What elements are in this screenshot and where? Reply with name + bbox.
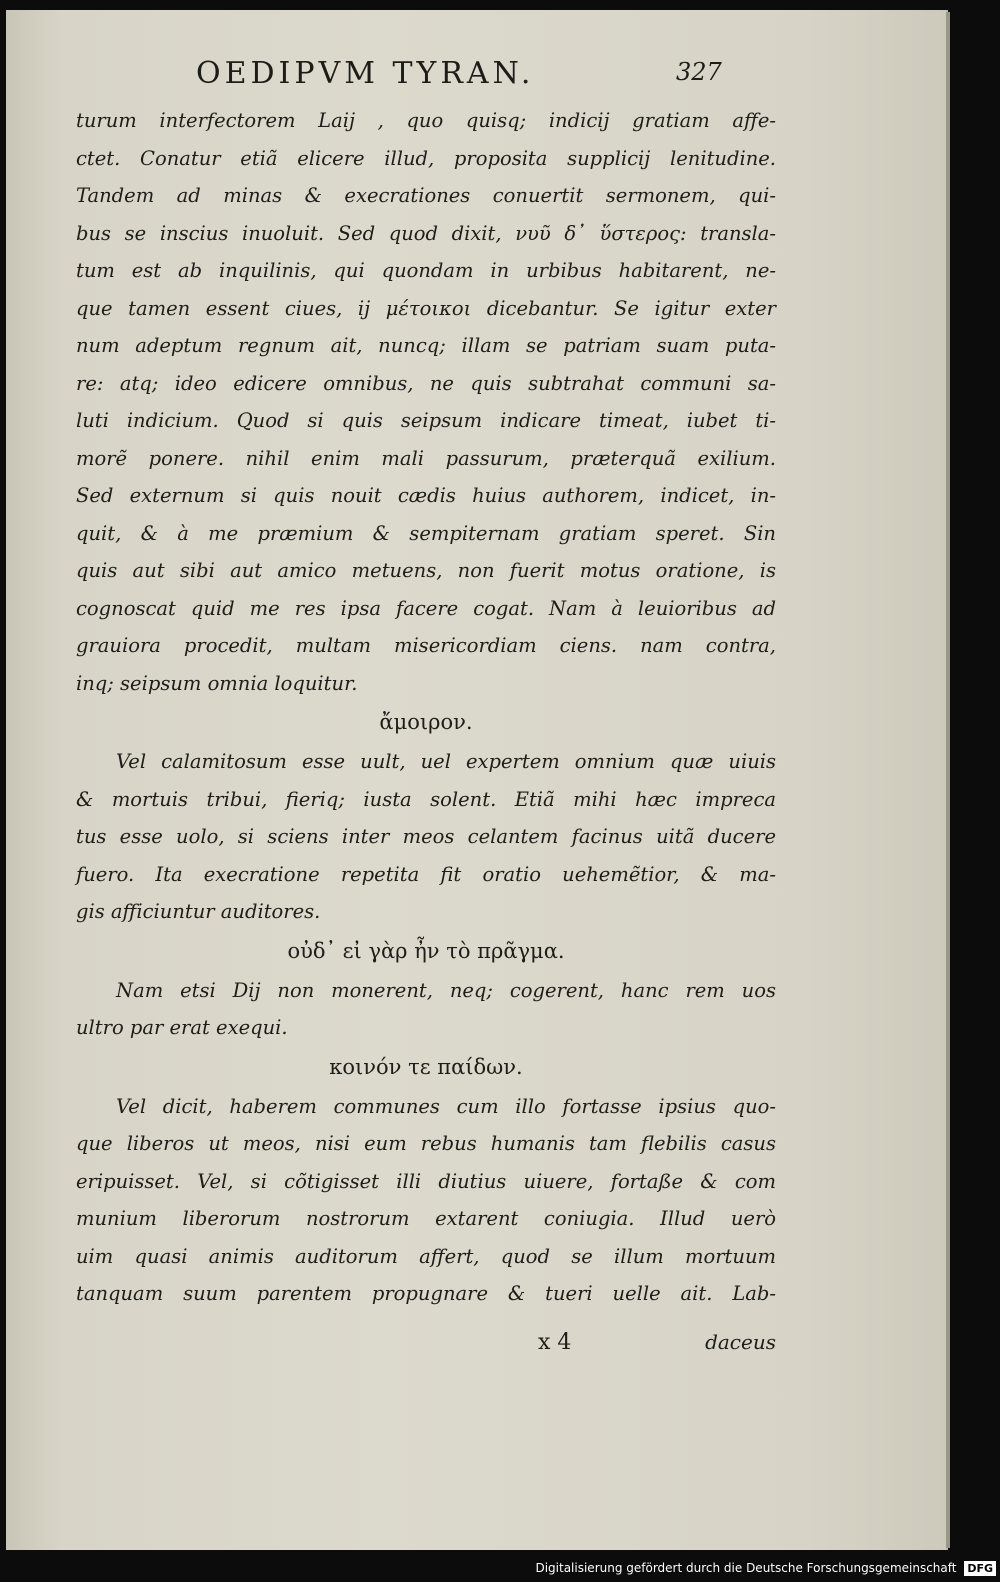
text-line: tanquam suum parentem propugnare & tueri uelle ait. Lab-: [76, 1282, 776, 1305]
text-line: re: atq; ideo edicere omnibus, ne quis subtrahat communi sa-: [76, 371, 776, 395]
text-line: Vel dicit, haberem communes cum illo fortasse ipsius quo-: [116, 1094, 776, 1118]
text-line: cognoscat quid me res ipsa facere cogat. Nam à leuioribus ad: [76, 596, 776, 620]
text-line: tum est ab inquilinis, qui quondam in urbibus habitarent, ne-: [76, 259, 776, 282]
text-line: ctet. Conatur etiã elicere illud, proposita supplicij lenitudine.: [76, 146, 776, 170]
paragraph-3: [76, 972, 776, 1047]
digitization-credit: [535, 1556, 996, 1580]
paragraph-1: [76, 102, 776, 702]
page-foot: [76, 1330, 776, 1366]
text-line: num adeptum regnum ait, nuncq; illam se patriam suam puta-: [76, 334, 776, 357]
catchword: daceus: [705, 1330, 776, 1354]
page-number: 327: [676, 58, 722, 86]
greek-lemma-heading: κοινόν τε παίδων.: [329, 1054, 523, 1079]
text-line: eripuisset. Vel, si cõtigisset illi diutius uiuere, fortaße & com: [76, 1169, 776, 1193]
text-line: gis afficiuntur auditores.: [76, 900, 321, 923]
text-line: turum interfectorem Laij , quo quisq; indicij gratiam affe-: [76, 109, 776, 132]
text-line: quit, & à me præmium & sempiternam gratiam speret. Sin: [76, 521, 776, 545]
text-line: inq; seipsum omnia loquitur.: [76, 671, 358, 695]
running-head: OEDIPVM TYRAN.: [196, 56, 535, 91]
text-line: tus esse uolo, si sciens inter meos celantem facinus uitã ducere: [76, 825, 776, 848]
text-line: morẽ ponere. nihil enim mali passurum, præterquã exilium.: [76, 446, 776, 470]
text-line: Nam etsi Dij non monerent, neq; cogerent, hanc rem uos: [116, 978, 776, 1002]
text-line: grauiora procedit, multam misericordiam ciens. nam contra,: [76, 634, 776, 657]
paragraph-4: [76, 1088, 776, 1313]
greek-lemma-heading: οὐδ᾽ εἰ γὰρ ἦν τὸ πρᾶγμα.: [287, 938, 565, 963]
text-line: & mortuis tribui, fieriq; iusta solent. Etiã mihi hæc impreca: [76, 787, 776, 811]
text-line: que tamen essent ciues, ij μέτοικοι dicebantur. Se igitur exter: [76, 296, 776, 320]
text-line: munium liberorum nostrorum extarent coniugia. Illud uerò: [76, 1207, 776, 1230]
text-line: que liberos ut meos, nisi eum rebus humanis tam flebilis casus: [76, 1132, 776, 1155]
dfg-logo: DFG: [964, 1561, 996, 1576]
text-line: Vel calamitosum esse uult, uel expertem omnium quæ uiuis: [116, 750, 776, 773]
signature-mark: x 4: [538, 1330, 572, 1355]
text-line: ultro par erat exequi.: [76, 1016, 288, 1039]
text-line: Tandem ad minas & execrationes conuertit sermonem, qui-: [76, 184, 776, 207]
text-line: quis aut sibi aut amico metuens, non fuerit motus oratione, is: [76, 559, 776, 582]
text-line: uim quasi animis auditorum affert, quod se illum mortuum: [76, 1244, 776, 1268]
greek-lemma-heading: ἄμοιρον.: [379, 710, 473, 734]
text-line: fuero. Ita execratione repetita fit oratio uehemẽtior, & ma-: [76, 862, 776, 886]
body-text: [76, 102, 776, 1313]
paragraph-2: [76, 743, 776, 931]
text-line: bus se inscius inuoluit. Sed quod dixit, νυῦ δ᾽ ὕστερος: transla-: [76, 221, 776, 245]
text-line: luti indicium. Quod si quis seipsum indicare timeat, iubet ti-: [76, 409, 776, 432]
text-line: Sed externum si quis nouit cædis huius authorem, indicet, in-: [76, 484, 776, 507]
page-edge: [946, 12, 950, 1548]
credit-text: Digitalisierung gefördert durch die Deutsche Forschungsgemeinschaft: [535, 1561, 957, 1575]
